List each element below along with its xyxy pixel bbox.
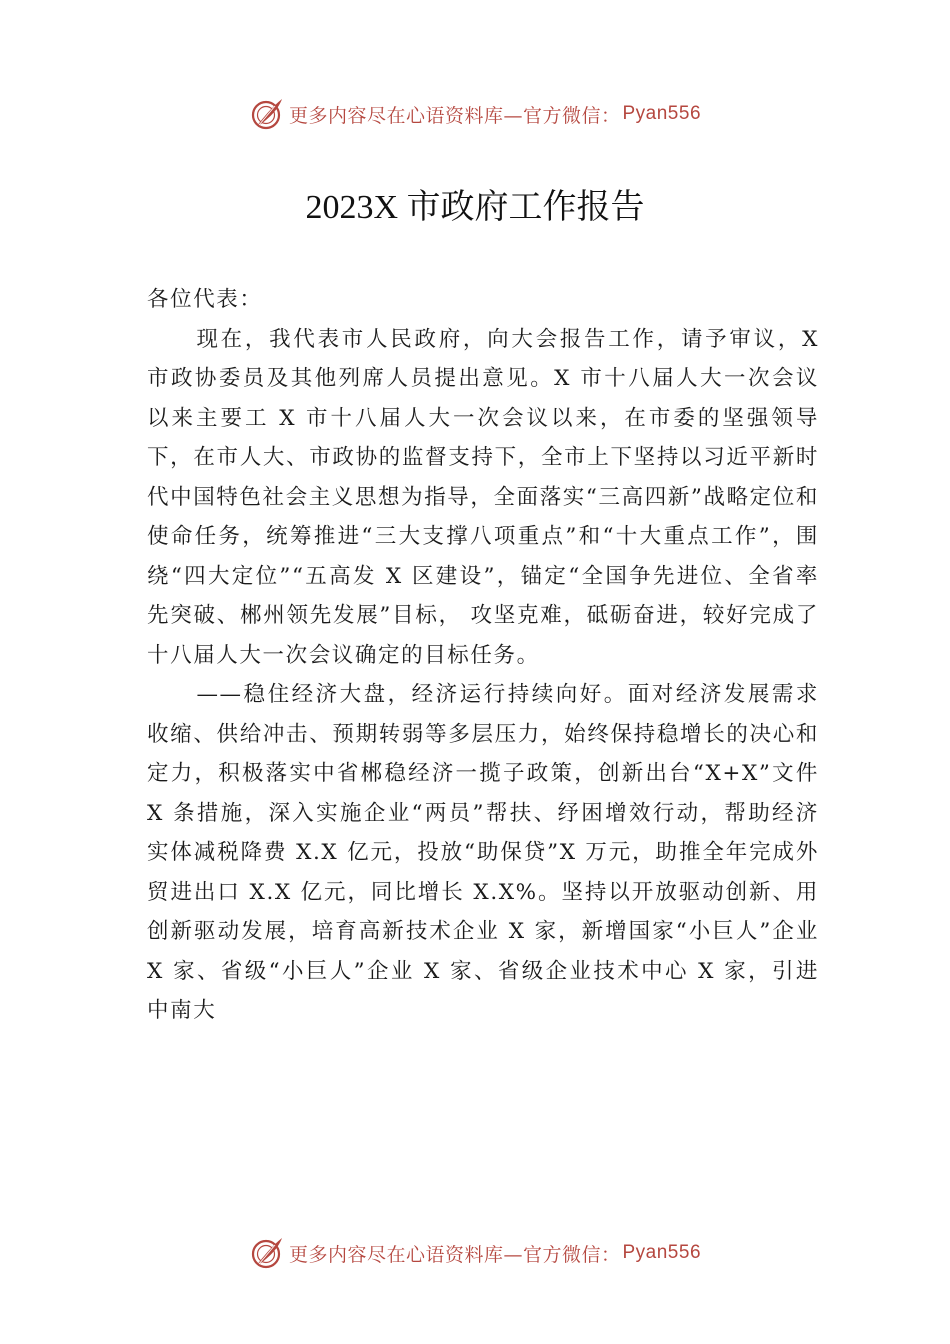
quill-seal-icon — [249, 1235, 285, 1271]
quill-seal-icon — [249, 96, 285, 132]
footer-watermark — [0, 1233, 950, 1273]
salutation: 各位代表： — [147, 287, 263, 312]
watermark-wechat-id: Pyan556 — [622, 1242, 702, 1263]
watermark-text: 更多内容尽在心语资料库—官方微信： — [288, 104, 621, 127]
body-paragraph: ——稳住经济大盘，经济运行持续向好。面对经济发展需求收缩、供给冲击、预期转弱等多层压力，始终保持稳增长的决心和定力，积极落实中省郴稳经济一揽子政策，创新出台“X+X”文件 X 条措施，深入实施企业“两员”帮扶、纾困增效行动，帮助经济实体减税降费 X.X 亿元，投放“助保贷”X 万元，助推全年完成外贸进出口 X.X 亿元，同比增长 X.X%。坚持以开放驱动创新、用创新驱动发展，培育高新技术企业 X 家，新增国家“小巨人”企业 X 家、省级“小巨人”企业 X 家、省级企业技术中心 X 家，引进中南大 — [147, 682, 819, 1023]
watermark-text: 更多内容尽在心语资料库—官方微信： — [288, 1243, 621, 1266]
document-body — [147, 280, 819, 1031]
document-title: 2023X 市政府工作报告 — [305, 189, 645, 226]
header-watermark — [0, 94, 950, 134]
watermark-wechat-id: Pyan556 — [622, 103, 702, 124]
body-paragraph: 现在，我代表市人民政府，向大会报告工作，请予审议，X 市政协委员及其他列席人员提出意见。X 市十八届人大一次会议以来主要工 X 市十八届人大一次会议以来，在市委的坚强领导下，在市人大、市政协的监督支持下，全市上下坚持以习近平新时代中国特色社会主义思想为指导，全面落实“三高四新”战略定位和使命任务，统筹推进“三大支撑八项重点”和“十大重点工作”，围绕“四大定位”“五高发 X 区建设”，锚定“全国争先进位、全省率先突破、郴州领先发展”目标， 攻坚克难，砥砺奋进，较好完成了十八届人大一次会议确定的目标任务。 — [147, 326, 819, 668]
